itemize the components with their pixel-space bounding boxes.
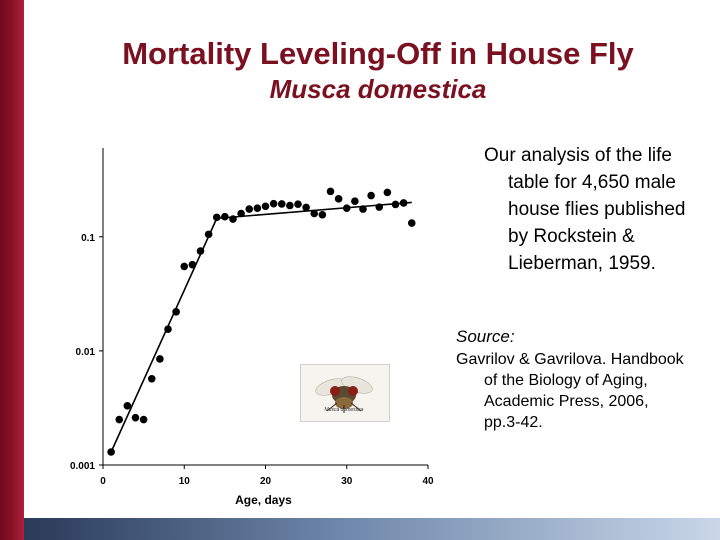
data-point bbox=[245, 205, 253, 213]
data-point bbox=[278, 200, 286, 208]
source-citation: Gavrilov & Gavrilova. Handbook of the Biology of Aging, Academic Press, 2006, pp.3-42. bbox=[456, 351, 684, 431]
data-point bbox=[262, 203, 270, 211]
data-point bbox=[172, 308, 180, 316]
data-point bbox=[164, 325, 172, 333]
data-point bbox=[392, 201, 400, 209]
data-point bbox=[107, 448, 115, 456]
photo-caption: Musca domestica bbox=[324, 407, 364, 413]
data-point bbox=[197, 247, 205, 255]
analysis-text: Our analysis of the life table for 4,650 male house flies published by Rockstein & Lieberman, 1959. bbox=[484, 145, 686, 274]
data-point bbox=[384, 189, 392, 197]
data-point bbox=[367, 192, 375, 200]
data-point bbox=[319, 211, 327, 219]
data-point bbox=[124, 402, 132, 410]
source-label: Source: bbox=[456, 327, 515, 346]
data-point bbox=[400, 199, 408, 207]
data-point bbox=[156, 355, 164, 363]
x-tick-label: 30 bbox=[341, 476, 353, 487]
y-tick-label: 0.1 bbox=[81, 232, 95, 244]
data-point bbox=[335, 195, 343, 203]
data-point bbox=[408, 219, 416, 227]
house-fly-photo bbox=[300, 364, 390, 422]
data-point bbox=[343, 204, 351, 212]
data-point bbox=[302, 204, 310, 212]
data-point bbox=[213, 214, 221, 222]
data-point bbox=[375, 203, 383, 211]
data-point bbox=[237, 210, 245, 218]
slide-subtitle: Musca domestica bbox=[269, 74, 487, 104]
data-point bbox=[310, 210, 318, 218]
data-point bbox=[189, 261, 197, 269]
slide-title: Mortality Leveling-Off in House Fly bbox=[122, 36, 634, 71]
data-point bbox=[359, 205, 367, 213]
x-tick-label: 10 bbox=[178, 476, 190, 487]
data-point bbox=[221, 213, 229, 221]
x-tick-label: 40 bbox=[422, 476, 434, 487]
x-axis-label: Age, days bbox=[235, 493, 292, 507]
x-tick-label: 20 bbox=[259, 476, 272, 487]
data-point bbox=[115, 416, 123, 424]
x-tick-label: 0 bbox=[100, 476, 106, 487]
data-point bbox=[254, 204, 262, 212]
data-point bbox=[148, 375, 156, 383]
data-point bbox=[270, 200, 278, 208]
data-point bbox=[205, 231, 213, 239]
data-point bbox=[294, 200, 302, 208]
data-point bbox=[351, 197, 359, 205]
data-point bbox=[132, 414, 140, 422]
data-point bbox=[327, 188, 335, 196]
y-tick-label: 0.001 bbox=[69, 461, 95, 472]
data-point bbox=[140, 416, 148, 424]
data-point bbox=[229, 215, 237, 223]
y-tick-label: 0.01 bbox=[75, 346, 95, 358]
data-point bbox=[180, 263, 188, 271]
data-point bbox=[286, 202, 294, 210]
